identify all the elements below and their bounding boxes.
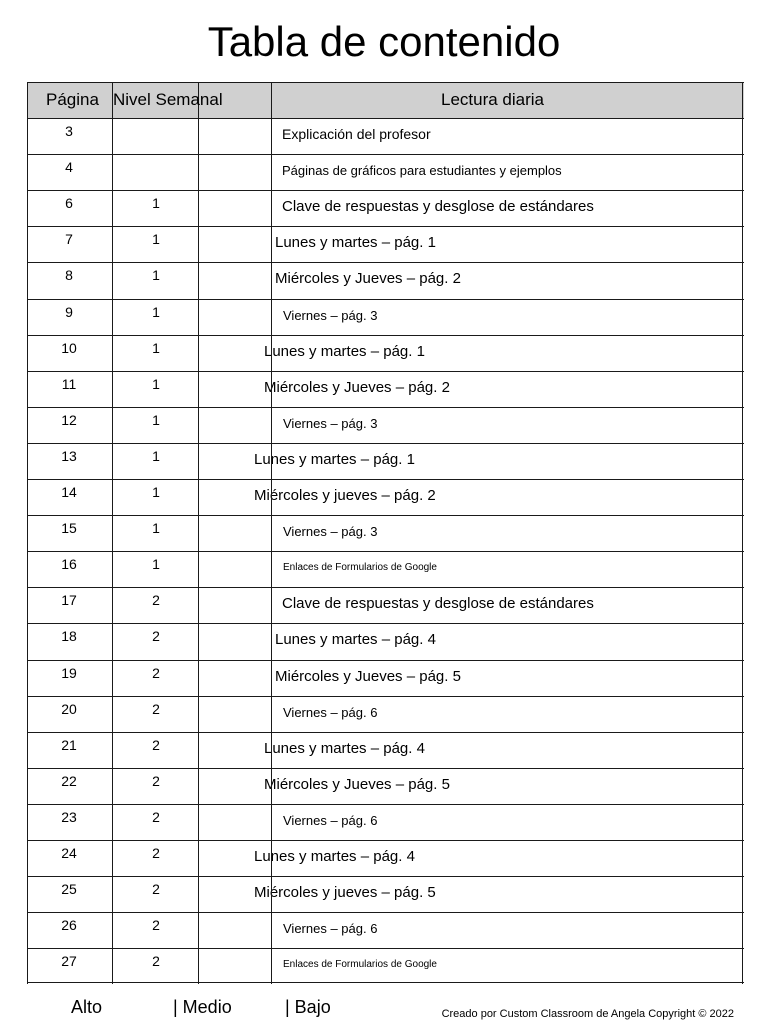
weekly-level-cell: 2 <box>152 592 160 609</box>
page-number-cell: 4 <box>65 159 73 176</box>
row-divider <box>27 876 744 877</box>
weekly-level-cell: 1 <box>152 484 160 500</box>
row-divider <box>27 623 744 624</box>
daily-reading-cell: Miércoles y Jueves – pág. 5 <box>275 667 461 685</box>
row-divider <box>27 982 744 983</box>
row-divider <box>27 371 744 372</box>
daily-reading-cell: Miércoles y Jueves – pág. 2 <box>275 270 461 288</box>
page-number-cell: 13 <box>61 447 77 464</box>
page-number-cell: 14 <box>61 484 77 500</box>
page-number-cell: 11 <box>61 375 77 392</box>
row-divider <box>27 551 744 552</box>
daily-reading-cell: Viernes – pág. 6 <box>283 704 378 720</box>
weekly-level-cell: 2 <box>152 628 160 645</box>
weekly-level-cell: 2 <box>152 808 160 825</box>
daily-reading-cell: Miércoles y Jueves – pág. 5 <box>264 775 450 793</box>
weekly-level-cell: 1 <box>152 556 160 573</box>
daily-reading-cell: Explicación del profesor <box>282 126 431 142</box>
page-number-cell: 26 <box>61 917 77 934</box>
column-divider <box>271 82 272 984</box>
weekly-level-cell <box>136 154 176 190</box>
daily-reading-cell: Enlaces de Formularios de Google <box>283 562 437 574</box>
daily-reading-cell: Lunes y martes – pág. 4 <box>275 631 436 649</box>
daily-reading-cell: Viernes – pág. 3 <box>283 524 378 540</box>
weekly-level-cell: 1 <box>152 411 160 428</box>
weekly-level-cell: 2 <box>152 917 160 934</box>
row-divider <box>27 335 744 336</box>
page-number-cell: 18 <box>61 628 77 645</box>
page-number-cell: 25 <box>61 881 77 898</box>
toc-table <box>27 82 744 984</box>
row-divider <box>27 479 744 480</box>
copyright-credit: Creado por Custom Classroom de Angela Copyright © 2022 <box>441 1008 734 1020</box>
weekly-level-cell: 2 <box>152 736 160 753</box>
header-nivel-semanal: Nivel Semanal <box>113 90 223 109</box>
column-divider <box>742 82 743 984</box>
page-number-cell: 21 <box>61 736 77 753</box>
legend-bajo: | Bajo <box>285 997 331 1017</box>
page-number-cell: 20 <box>61 700 77 717</box>
column-divider <box>27 82 28 984</box>
weekly-level-cell: 1 <box>152 303 160 320</box>
daily-reading-cell: Lunes y martes – pág. 4 <box>254 848 415 865</box>
page-number-cell: 15 <box>61 520 77 537</box>
page-number-cell: 6 <box>65 195 73 212</box>
page-number-cell: 8 <box>65 267 73 284</box>
daily-reading-cell: Viernes – pág. 6 <box>283 812 378 828</box>
weekly-level-cell: 1 <box>152 231 160 248</box>
row-divider <box>27 696 744 697</box>
weekly-level-cell: 1 <box>152 267 160 284</box>
page-number-cell: 24 <box>61 845 77 861</box>
column-divider <box>198 82 199 984</box>
page-number-cell: 12 <box>61 411 77 428</box>
page-number-cell: 10 <box>61 339 77 356</box>
daily-reading-cell: Viernes – pág. 3 <box>283 307 378 323</box>
row-divider <box>27 768 744 769</box>
legend-medio: | Medio <box>173 997 232 1017</box>
daily-reading-cell: Miércoles y jueves – pág. 2 <box>254 487 436 504</box>
daily-reading-cell: Clave de respuestas y desglose de estándares <box>282 198 594 216</box>
row-divider <box>27 190 744 191</box>
page-number-cell: 23 <box>61 808 77 825</box>
weekly-level-cell: 2 <box>152 953 160 970</box>
row-divider <box>27 732 744 733</box>
row-divider <box>27 299 744 300</box>
weekly-level-cell: 1 <box>152 339 160 356</box>
legend-alto: Alto <box>71 997 103 1017</box>
page-number-cell: 17 <box>61 592 77 609</box>
daily-reading-cell: Lunes y martes – pág. 1 <box>254 450 415 468</box>
header-pagina: Página <box>46 90 99 109</box>
page-title: Tabla de contenido <box>207 18 561 65</box>
page-number-cell: 7 <box>65 231 73 248</box>
daily-reading-cell: Lunes y martes – pág. 1 <box>264 342 425 360</box>
daily-reading-cell: Páginas de gráficos para estudiantes y ejemplos <box>282 163 562 179</box>
row-divider <box>27 587 744 588</box>
row-divider <box>27 407 744 408</box>
row-divider <box>27 840 744 841</box>
daily-reading-cell: Enlaces de Formularios de Google <box>283 959 437 971</box>
row-divider <box>27 912 744 913</box>
weekly-level-cell: 1 <box>152 375 160 392</box>
page-number-cell: 19 <box>61 664 77 681</box>
row-divider <box>27 154 744 155</box>
daily-reading-cell: Miércoles y jueves – pág. 5 <box>254 884 436 902</box>
daily-reading-cell: Viernes – pág. 3 <box>283 415 378 431</box>
daily-reading-cell: Lunes y martes – pág. 4 <box>264 739 425 757</box>
page-number-cell: 27 <box>61 953 77 970</box>
row-divider <box>27 660 744 661</box>
weekly-level-cell: 1 <box>152 520 160 537</box>
weekly-level-cell: 2 <box>152 700 160 717</box>
row-divider <box>27 226 744 227</box>
row-divider <box>27 804 744 805</box>
daily-reading-cell: Clave de respuestas y desglose de estándares <box>282 595 594 613</box>
row-divider <box>27 948 744 949</box>
row-divider <box>27 262 744 263</box>
weekly-level-cell: 2 <box>152 881 160 898</box>
weekly-level-cell: 1 <box>152 195 160 212</box>
row-divider <box>27 443 744 444</box>
weekly-level-cell: 2 <box>152 664 160 681</box>
row-divider <box>27 118 744 119</box>
daily-reading-cell: Viernes – pág. 6 <box>283 921 378 937</box>
page-number-cell: 22 <box>61 772 77 789</box>
weekly-level-cell: 2 <box>152 772 160 789</box>
column-divider <box>112 82 113 984</box>
weekly-level-cell <box>136 118 176 154</box>
daily-reading-cell: Miércoles y Jueves – pág. 2 <box>264 378 450 396</box>
page-number-cell: 16 <box>61 556 77 573</box>
row-divider <box>27 515 744 516</box>
weekly-level-cell: 2 <box>152 845 160 861</box>
page-number-cell: 9 <box>65 303 73 320</box>
page-number-cell: 3 <box>65 123 73 139</box>
header-lectura-diaria: Lectura diaria <box>441 90 545 109</box>
weekly-level-cell: 1 <box>152 447 160 464</box>
daily-reading-cell: Lunes y martes – pág. 1 <box>275 234 436 252</box>
